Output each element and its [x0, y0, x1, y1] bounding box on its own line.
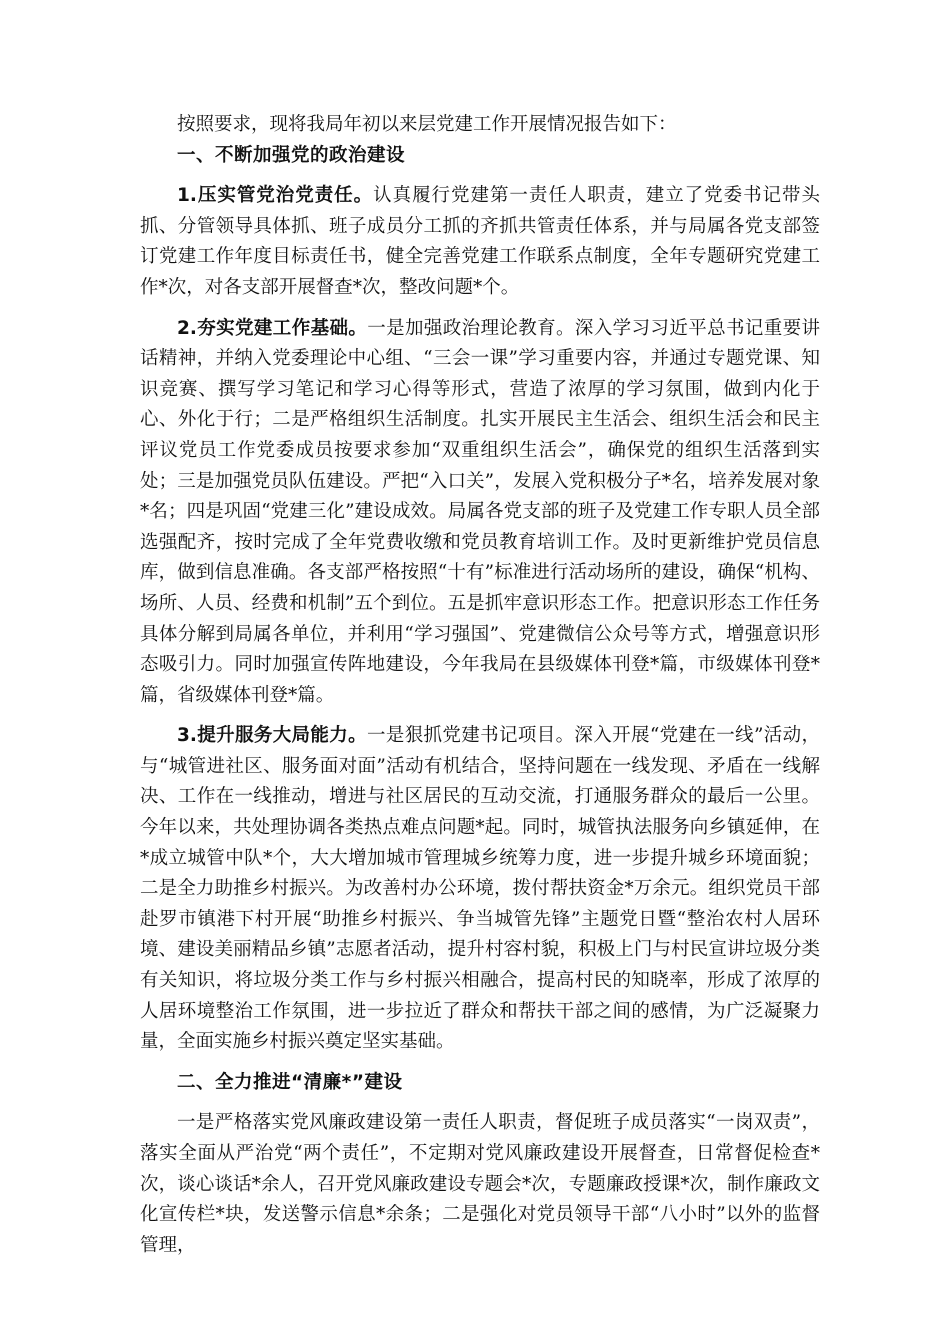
section-1-heading: 一、不断加强党的政治建设 — [177, 144, 406, 166]
item-3-lead: 3.提升服务大局能力。 — [177, 725, 367, 747]
section-1-item-2-paragraph — [140, 314, 820, 712]
item-2-lead: 2.夯实党建工作基础。 — [177, 317, 368, 339]
item-3-body: 一是狠抓党建书记项目。深入开展“党建在一线”活动，与“城管进社区、服务面对面”活动有机结合，坚持问题在一线发现、矛盾在一线解决、工作在一线推动，增进与社区居民的互动交流，打通服务群众的最后一公里。今年以来，共处理协调各类热点难点问题*起。同时，城管执法服务向乡镇延伸，在*成立城管中队*个，大大增加城市管理城乡统筹力度，进一步提升城乡环境面貌；二是全力助推乡村振兴。为改善村办公环境，拨付帮扶资金*万余元。组织党员干部赴罗市镇港下村开展“助推乡村振兴、争当城管先锋”主题党日暨“整治农村人居环境、建设美丽精品乡镇”志愿者活动，提升村容村貌，积极上门与村民宣讲垃圾分类有关知识，将垃圾分类工作与乡村振兴相融合，提高村民的知晓率，形成了浓厚的人居环境整治工作氛围，进一步拉近了群众和帮扶干部之间的感情，为广泛凝聚力量，全面实施乡村振兴奠定坚实基础。 — [140, 725, 820, 1053]
item-1-body: 认真履行党建第一责任人职责，建立了党委书记带头抓、分管领导具体抓、班子成员分工抓的齐抓共管责任体系，并与局属各党支部签订党建工作年度目标责任书，健全完善党建工作联系点制度，全年专题研究党建工作*次，对各支部开展督查*次，整改问题*个。 — [140, 185, 820, 298]
section-1-item-3-paragraph — [140, 721, 820, 1058]
document-body — [140, 110, 820, 1261]
item-2-body: 一是加强政治理论教育。深入学习习近平总书记重要讲话精神，并纳入党委理论中心组、“三会一课”学习重要内容，并通过专题党课、知识竞赛、撰写学习笔记和学习心得等形式，营造了浓厚的学习氛围，做到内化于心、外化于行；二是严格组织生活制度。扎实开展民主生活会、组织生活会和民主评议党员工作党委成员按要求参加“双重组织生活会”，确保党的组织生活落到实处；三是加强党员队伍建设。严把“入口关”，发展入党积极分子*名，培养发展对象*名；四是巩固“党建三化”建设成效。局属各党支部的班子及党建工作专职人员全部选强配齐，按时完成了全年党费收缴和党员教育培训工作。及时更新维护党员信息库，做到信息准确。各支部严格按照“十有”标准进行活动场所的建设，确保“机构、场所、人员、经费和机制”五个到位。五是抓牢意识形态工作。把意识形态工作任务具体分解到局属各单位，并利用“学习强国”、党建微信公众号等方式，增强意识形态吸引力。同时加强宣传阵地建设，今年我局在县级媒体刊登*篇，市级媒体刊登*篇，省级媒体刊登*篇。 — [140, 317, 820, 706]
intro-paragraph: 按照要求，现将我局年初以来层党建工作开展情况报告如下： — [177, 114, 677, 135]
item-1-lead: 1.压实管党治党责任。 — [177, 185, 374, 207]
section-2-paragraph: 一是严格落实党风廉政建设第一责任人职责，督促班子成员落实“一岗双责”，落实全面从严治党“两个责任”，不定期对党风廉政建设开展督查，日常督促检查*次，谈心谈话*余人，召开党风廉政建设专题会*次，专题廉政授课*次，制作廉政文化宣传栏*块，发送警示信息*余条；二是强化对党员领导干部“八小时”以外的监督管理， — [140, 1112, 820, 1256]
section-2-heading: 二、全力推进“清廉*”建设 — [177, 1071, 403, 1093]
section-1-item-1-paragraph — [140, 181, 820, 303]
